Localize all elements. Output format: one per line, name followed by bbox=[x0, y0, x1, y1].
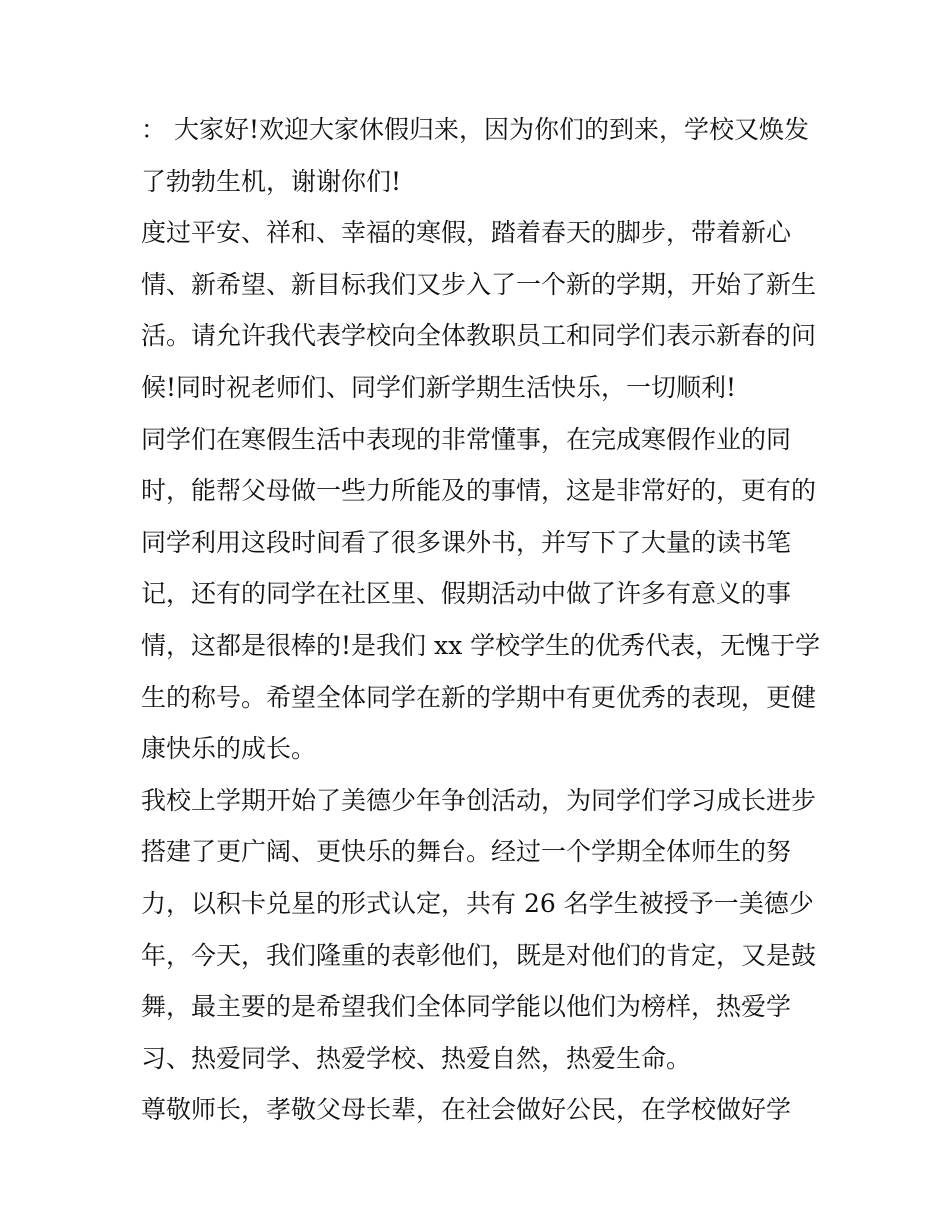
paragraph-virtue-award bbox=[141, 775, 817, 1085]
text-line: 我校上学期开始了美德少年争创活动，为同学们学习成长进步 bbox=[141, 785, 817, 815]
text-line: 同学利用这段时间看了很多课外书，并写下了大量的读书笔 bbox=[141, 527, 792, 557]
paragraph-greeting bbox=[141, 104, 813, 207]
text-line: 活。请允许我代表学校向全体教职员工和同学们表示新春的问 bbox=[141, 321, 817, 351]
text-line: 时，能帮父母做一些力所能及的事情，这是非常好的，更有的 bbox=[141, 476, 817, 506]
text-line: 习、热爱同学、热爱学校、热爱自然，热爱生命。 bbox=[141, 1043, 692, 1073]
text-line: 记，还有的同学在社区里、假期活动中做了许多有意义的事 bbox=[141, 579, 792, 609]
paragraph-respect bbox=[141, 1084, 813, 1136]
text-line: 搭建了更广阔、更快乐的舞台。经过一个学期全体师生的努 bbox=[141, 837, 792, 867]
text-line: 力，以积卡兑星的形式认定，共有 26 名学生被授予一美德少 bbox=[141, 888, 814, 918]
paragraph-winter-vacation bbox=[141, 414, 821, 775]
text-line: 度过平安、祥和、幸福的寒假，踏着春天的脚步，带着新心 bbox=[141, 218, 792, 248]
text-line: ： 大家好!欢迎大家休假归来，因为你们的到来，学校又焕发 bbox=[141, 115, 809, 144]
paragraph-new-semester bbox=[141, 207, 817, 413]
text-line: 年，今天，我们隆重的表彰他们，既是对他们的肯定，又是鼓 bbox=[141, 940, 817, 970]
text-line: 候!同时祝老师们、同学们新学期生活快乐，一切顺利! bbox=[141, 372, 737, 402]
text-line: 了勃勃生机，谢谢你们! bbox=[141, 166, 402, 196]
text-line: 康快乐的成长。 bbox=[141, 734, 317, 764]
text-line: 生的称号。希望全体同学在新的学期中有更优秀的表现，更健 bbox=[141, 682, 817, 712]
text-line: 舞，最主要的是希望我们全体同学能以他们为榜样，热爱学 bbox=[141, 992, 792, 1022]
text-line: 情、新希望、新目标我们又步入了一个新的学期，开始了新生 bbox=[141, 269, 817, 299]
text-line: 情，这都是很棒的!是我们 xx 学校学生的优秀代表，无愧于学 bbox=[141, 630, 821, 660]
text-line: 尊敬师长，孝敬父母长辈，在社会做好公民，在学校做好学 bbox=[141, 1095, 792, 1125]
document-body bbox=[141, 104, 821, 1136]
text-line: 同学们在寒假生活中表现的非常懂事，在完成寒假作业的同 bbox=[141, 424, 792, 454]
